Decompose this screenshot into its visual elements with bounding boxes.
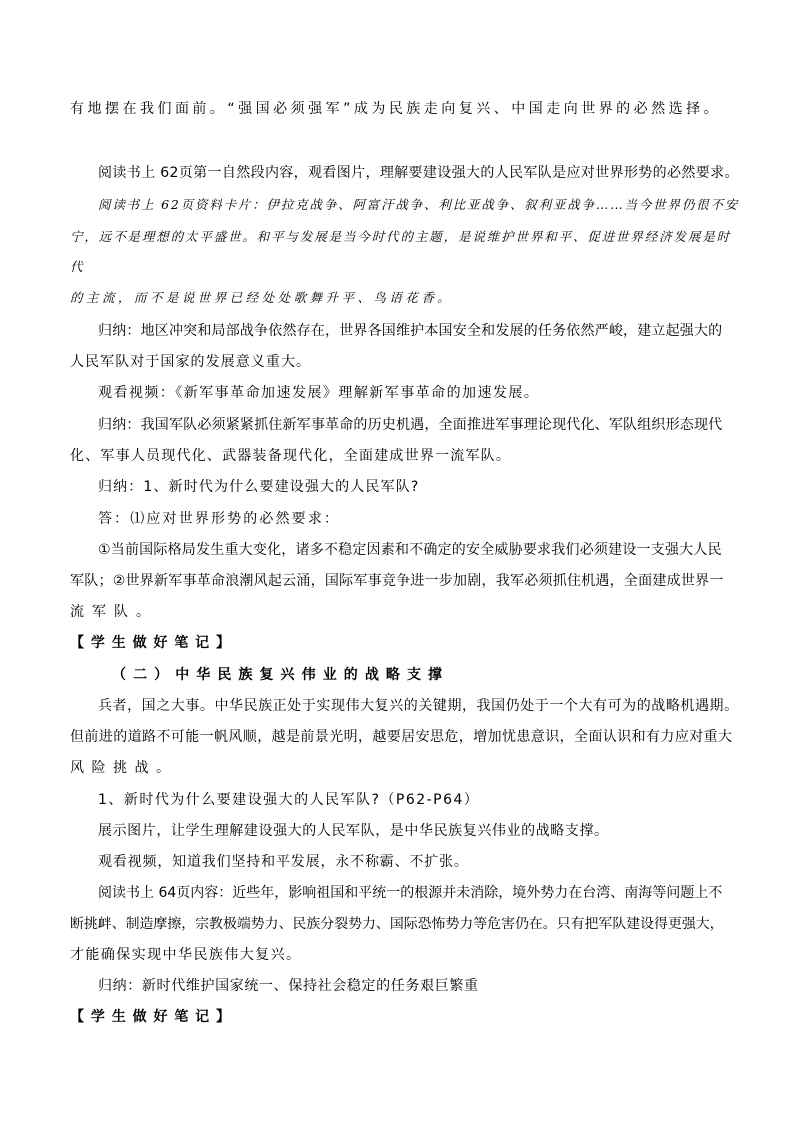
text-line: 1、新时代为什么要建设强大的人民军队?（P62-P64） [98, 792, 480, 808]
text-line: 断挑衅、制造摩擦，宗教极端势力、民族分裂势力、国际恐怖势力等危害仍在。只有把军队建设得更强大， [70, 916, 724, 932]
text-line: 归纳：地区冲突和局部战争依然存在，世界各国维护本国安全和发展的任务依然严峻，建立起强大的 [98, 323, 723, 339]
text-line: 答：⑴应对世界形势的必然要求： [98, 511, 341, 527]
text-line: 阅读书上 64页内容：近些年，影响祖国和平统一的根源并未消除，境外势力在台湾、南海等问题上不 [98, 885, 723, 901]
text-line: 归纳：新时代维护国家统一、保持社会稳定的任务艰巨繁重 [98, 978, 479, 994]
text-line: 才能确保实现中华民族伟大复兴。 [70, 947, 302, 963]
text-line: ①当前国际格局发生重大变化，诸多不稳定因素和不确定的安全威胁要求我们必须建设一支强大人民 [98, 542, 722, 558]
text-line: 有地摆在我们面前。“强国必须强军”成为民族走向复兴、中国走向世界的必然选择。 [70, 101, 722, 117]
text-line: 观看视频：《新军事革命加速发展》理解新军事革命的加速发展。 [98, 385, 540, 401]
text-line: 军队；②世界新军事革命浪潮风起云涌，国际军事竞争进一步加剧，我军必须抓住机遇，全面建成世界一 [70, 573, 724, 589]
text-line: 兵者，国之大事。中华民族正处于实现伟大复兴的关键期，我国仍处于一个大有可为的战略机遇期。 [98, 698, 739, 714]
text-line: 的主流，而不是说世界已经处处歌舞升平、鸟语花香。 [70, 290, 454, 305]
text-line: 阅读书上 62页资料卡片：伊拉克战争、阿富汗战争、利比亚战争、叙利亚战争……当今世界仍很不安 [98, 197, 740, 212]
note-heading: 【学生做好笔记】 [70, 1009, 237, 1025]
text-line: 流军队。 [70, 604, 158, 620]
note-heading: 【学生做好笔记】 [70, 635, 237, 651]
text-line: 归纳：我国军队必须紧紧抓住新军事革命的历史机遇，全面推进军事理论现代化、军队组织形态现代 [98, 417, 723, 433]
text-line: 人民军队对于国家的发展意义重大。 [70, 354, 312, 370]
text-line: 化、军事人员现代化、武器装备现代化，全面建成世界一流军队。 [70, 448, 512, 464]
text-line: 展示图片，让学生理解建设强大的人民军队，是中华民族复兴伟业的战略支撑。 [98, 823, 609, 839]
text-line: 宁，远不是理想的太平盛世。和平与发展是当今时代的主题，是说维护世界和平、促进世界经济发展是时 [70, 229, 732, 244]
text-line: 代 [70, 259, 84, 274]
text-line: 观看视频，知道我们坚持和平发展，永不称霸、不扩张。 [98, 854, 469, 870]
text-line: 归纳：1、新时代为什么要建设强大的人民军队? [98, 479, 420, 495]
text-line: 风险挑战。 [70, 760, 178, 776]
section-heading: （二）中华民族复兴伟业的战略支撑 [112, 667, 450, 683]
text-line: 阅读书上 62页第一自然段内容，观看图片，理解要建设强大的人民军队是应对世界形势的必然要求。 [98, 165, 739, 181]
text-line: 但前进的道路不可能一帆风顺，越是前景光明，越要居安思危，增加忧患意识，全面认识和有力应对重大 [70, 729, 733, 745]
